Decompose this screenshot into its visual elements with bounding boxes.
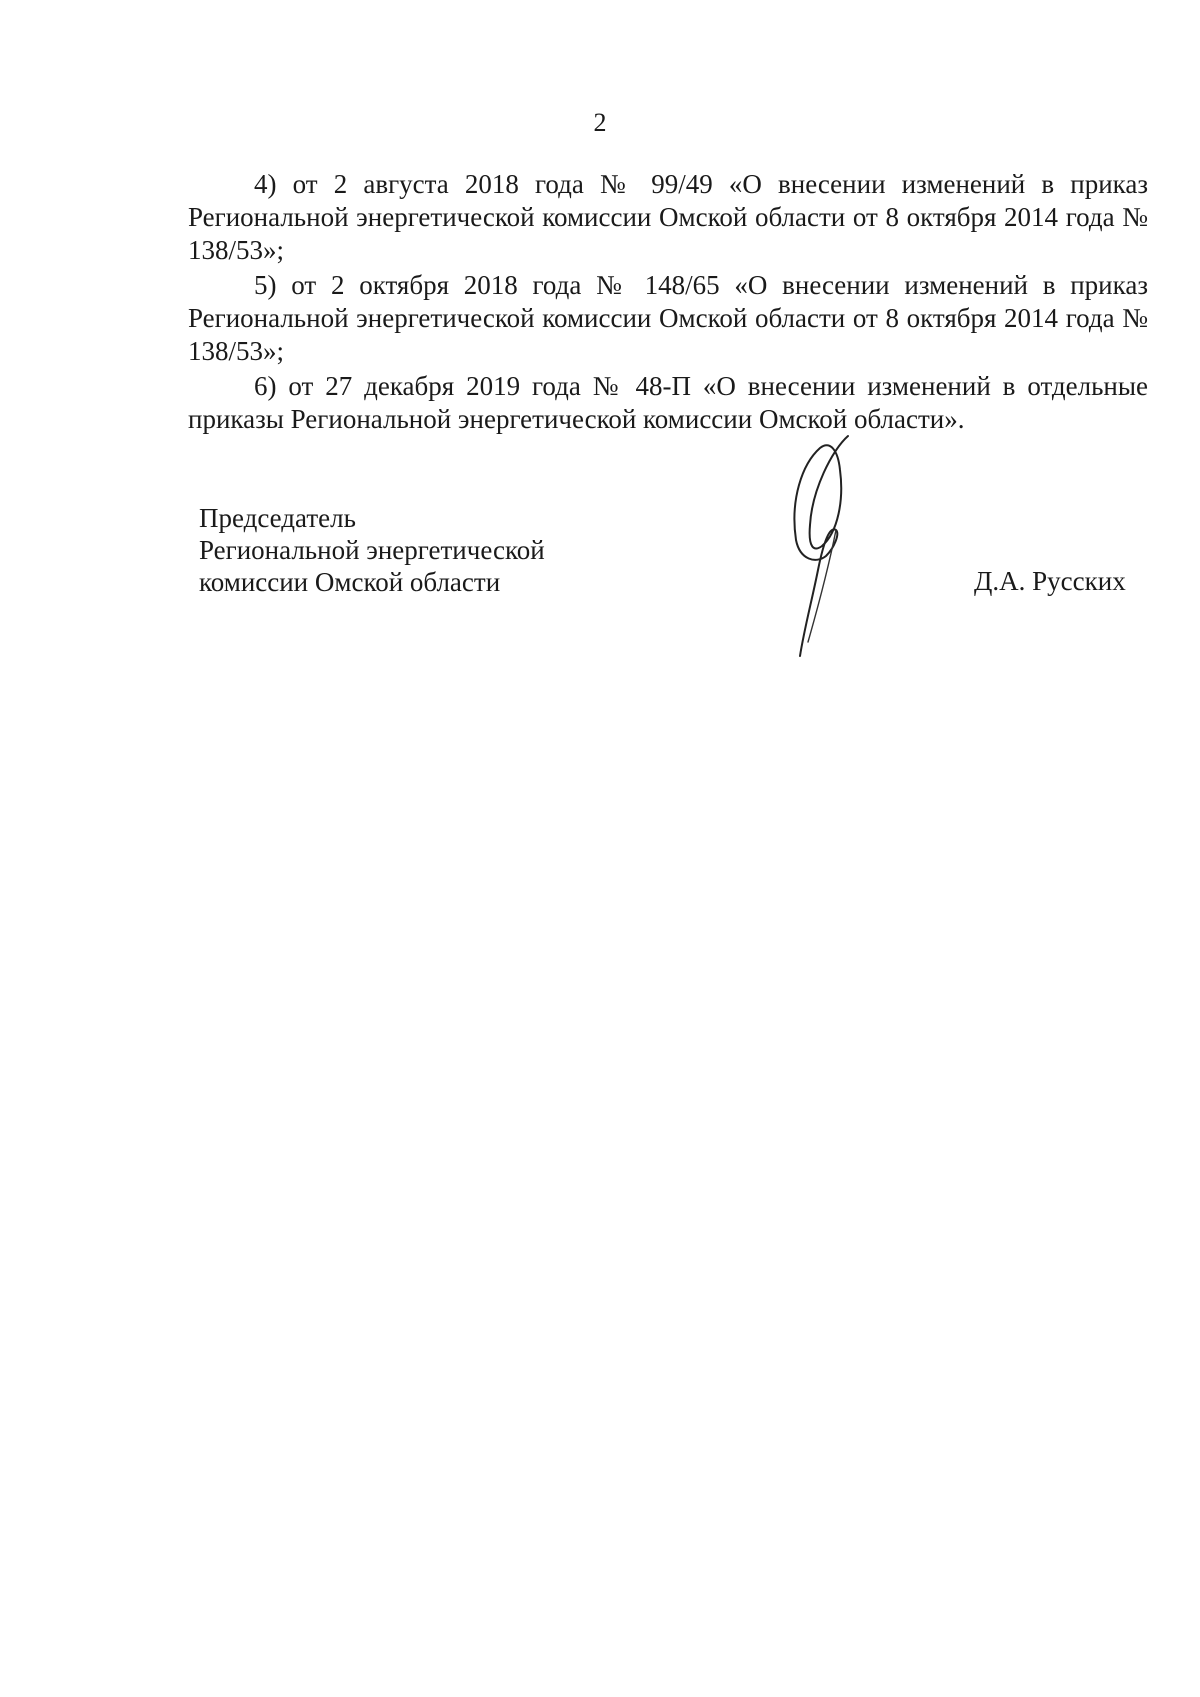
- signatory-title-line: комиссии Омской области: [199, 567, 501, 597]
- signatory-title: [199, 502, 545, 598]
- list-item: 6) от 27 декабря 2019 года № 48-П «О внесении изменений в отдельные приказы Региональной энергетической комиссии Омской области».: [188, 371, 1148, 434]
- list-item: 5) от 2 октября 2018 года № 148/65 «О внесении изменений в приказ Региональной энергетической комиссии Омской области от 8 октября 2014 года № 138/53»;: [188, 270, 1148, 366]
- page-number: 2: [593, 108, 607, 137]
- list-item: 4) от 2 августа 2018 года № 99/49 «О внесении изменений в приказ Региональной энергетической комиссии Омской области от 8 октября 2014 года № 138/53»;: [188, 169, 1148, 265]
- signatory-title-line: Председатель: [199, 503, 356, 533]
- signatory-title-line: Региональной энергетической: [199, 535, 545, 565]
- document-body: [188, 168, 1148, 438]
- handwritten-signature-icon: [760, 430, 870, 660]
- signatory-name: Д.А. Русских: [974, 566, 1126, 596]
